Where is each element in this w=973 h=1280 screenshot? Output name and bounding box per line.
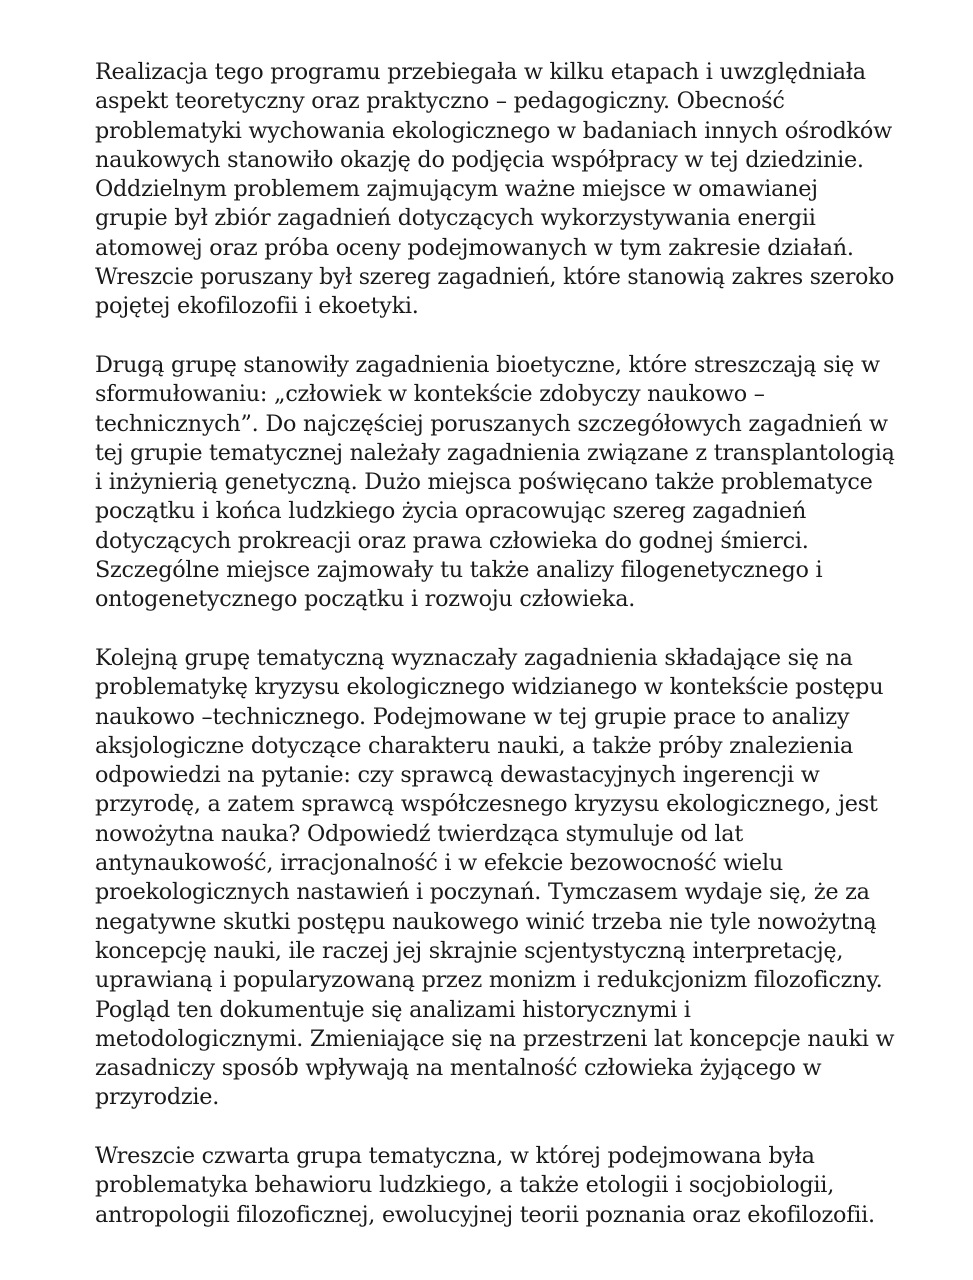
text-line: odpowiedzi na pytanie: czy sprawcą dewastacyjnych ingerencji w [95,762,820,789]
text-line: Wreszcie czwarta grupa tematyczna, w której podejmowana była [95,1142,815,1169]
text-line: Kolejną grupę tematyczną wyznaczały zagadnienia składające się na [95,644,853,671]
text-line: negatywne skutki postępu naukowego winić trzeba nie tyle nowożytną [95,908,877,935]
text-line: problematyki wychowania ekologicznego w badaniach innych ośrodków [95,117,892,144]
text-line: antynaukowość, irracjonalność i w efekcie bezowocność wielu [95,850,783,877]
text-line: Wreszcie poruszany był szereg zagadnień, które stanowią zakres szeroko [95,265,895,291]
text-line: koncepcję nauki, ile raczej jej skrajnie scjentystyczną interpretację, [95,937,844,964]
paragraph [95,58,895,322]
paragraph [95,351,895,615]
text-line: przyrodę, a zatem sprawcą współczesnego kryzysu ekologicznego, jest [95,791,878,818]
text-line: naukowo –technicznego. Podejmowane w tej grupie prace to analizy [95,703,850,730]
text-line: i inżynierią genetyczną. Dużo miejsca poświęcano także problematyce [95,469,873,496]
text-line: metodologicznymi. Zmieniające się na przestrzeni lat koncepcje nauki w [95,1025,895,1052]
text-line: aspekt teoretyczny oraz praktyczno – pedagogiczny. Obecność [95,88,785,115]
text-line: uprawianą i popularyzowaną przez monizm i redukcjonizm filozoficzny. [95,967,883,994]
document-body [95,58,895,1259]
text-line: proekologicznych nastawień i poczynań. Tymczasem wydaje się, że za [95,879,870,906]
text-line: przyrodzie. [95,1084,220,1111]
text-line: naukowych stanowiło okazję do podjęcia współpracy w tej dziedzinie. [95,146,864,173]
text-line: Oddzielnym problemem zajmującym ważne miejsce w omawianej [95,176,818,203]
text-line: dotyczących prokreacji oraz prawa człowieka do godnej śmierci. [95,527,809,554]
paragraph [95,644,895,1113]
text-line: pojętej ekofilozofii i ekoetyki. [95,293,419,320]
text-line: Realizacja tego programu przebiegała w kilku etapach i uwzględniała [95,59,866,85]
text-line: antropologii filozoficznej, ewolucyjnej teorii poznania oraz ekofilozofii. [95,1201,875,1228]
text-line: aksjologiczne dotyczące charakteru nauki, a także próby znalezienia [95,732,853,759]
text-line: problematyka behawioru ludzkiego, a także etologii i socjobiologii, [95,1172,835,1199]
text-line: grupie był zbiór zagadnień dotyczących wykorzystywania energii [95,205,816,232]
text-line: Pogląd ten dokumentuje się analizami historycznymi i [95,996,691,1023]
text-line: nowożytna nauka? Odpowiedź twierdząca stymuluje od lat [95,820,744,847]
text-line: atomowej oraz próba oceny podejmowanych w tym zakresie działań. [95,234,854,261]
text-line: zasadniczy sposób wpływają na mentalność człowieka żyjącego w [95,1055,822,1082]
text-line: tej grupie tematycznej należały zagadnienia związane z transplantologią [95,439,895,466]
text-line: sformułowaniu: „człowiek w kontekście zdobyczy naukowo – [95,381,765,408]
text-line: Szczególne miejsce zajmowały tu także analizy filogenetycznego i [95,557,823,584]
paragraph [95,1142,895,1230]
text-line: problematykę kryzysu ekologicznego widzianego w kontekście postępu [95,674,884,701]
text-line: ontogenetycznego początku i rozwoju człowieka. [95,586,636,613]
text-line: technicznych”. Do najczęściej poruszanych szczegółowych zagadnień w [95,410,888,437]
text-line: Drugą grupę stanowiły zagadnienia bioetyczne, które streszczają się w [95,351,880,378]
text-line: początku i końca ludzkiego życia opracowując szereg zagadnień [95,498,807,525]
